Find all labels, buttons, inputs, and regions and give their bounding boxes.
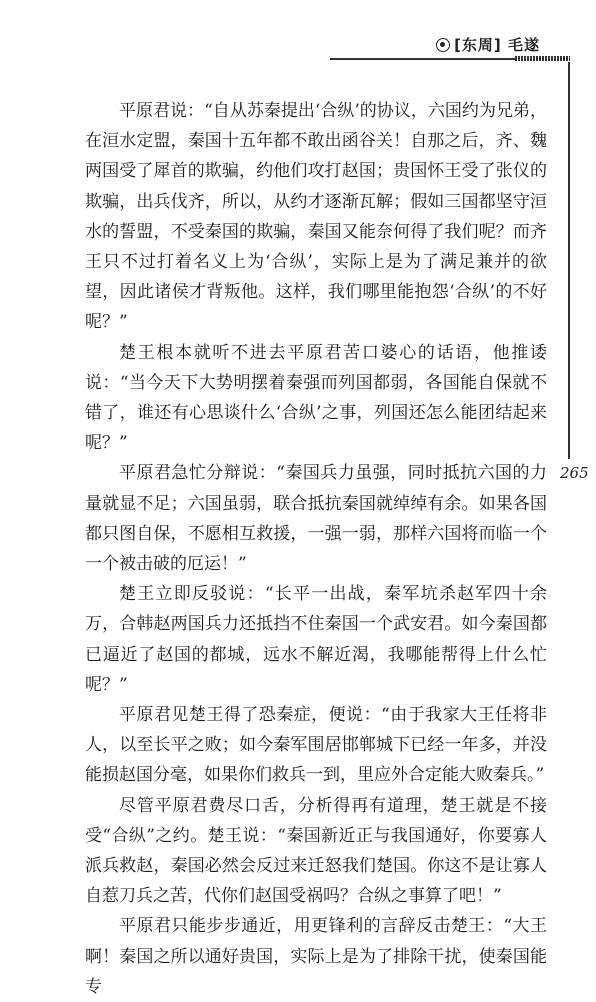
page-number: 265 — [560, 464, 589, 482]
paragraph: 平原君急忙分辩说：“秦国兵力虽强，同时抵抗六国的力量就显不足；六国虽弱，联合抵抗秦国就绰绰有余。如果各国都只图自保，不愿相互救援，一强一弱，那样六国将而临一个一个被击破的厄运！” — [85, 463, 547, 575]
running-header — [436, 34, 540, 55]
side-rule — [568, 62, 570, 459]
header-rule-ornament — [515, 56, 570, 61]
paragraph: 楚王根本就听不进去平原君苦口婆心的话语，他推诿说：“当今天下大势明摆着秦强而列国都弱，各国能自保就不错了，谁还有心思谈什么‘合纵’之事，列国还怎么能团结起来呢？” — [85, 342, 547, 454]
paragraph: 尽管平原君费尽口舌，分析得再有道理，楚王就是不接受“合纵”之约。楚王说：“秦国新近正与我国通好，你要寡人派兵救赵，秦国必然会反过来迁怒我们楚国。你这不是让寡人自惹刀兵之苦，代你们赵国受祸吗？合纵之事算了吧！” — [85, 795, 547, 907]
paragraph: 平原君说：“自从苏秦提出‘合纵’的协议，六国约为兄弟，在洹水定盟，秦国十五年都不敢出函谷关！自那之后，齐、魏两国受了犀首的欺骗，约他们攻打赵国；贵国怀王受了张仪的欺骗，出兵伐齐，所以，从约才逐渐瓦解；假如三国都坚守洹水的誓盟，不受秦国的欺骗，秦国又能奈何得了我们呢？而齐王只不过打着名义上为‘合纵’，实际上是为了满足兼并的欲望，因此诸侯才背叛他。这样，我们哪里能抱怨‘合纵’的不好呢？” — [85, 101, 547, 333]
paragraph: 楚王立即反驳说：“长平一出战，秦军坑杀赵军四十余万，合韩赵两国兵力还抵挡不住秦国一个武安君。如今秦国都已逼近了赵国的都城，远水不解近渴，我哪能帮得上什么忙呢？” — [85, 584, 547, 695]
body-text — [85, 96, 547, 1002]
paragraph: 平原君见楚王得了恐秦症，便说：“由于我家大王任将非人，以至长平之败；如今秦军围居邯郸城下已经一年多，并没能损赵国分毫，如果你们救兵一到，里应外合定能大败秦兵。” — [85, 705, 547, 786]
running-header-title: [东周] 毛遂 — [454, 36, 540, 54]
paragraph: 平原君只能步步通近，用更锋利的言辞反击楚王：“大王啊！秦国之所以通好贵国，实际上是为了排除干扰，使秦国能专 — [85, 916, 547, 997]
circle-bullet-icon — [436, 38, 450, 52]
